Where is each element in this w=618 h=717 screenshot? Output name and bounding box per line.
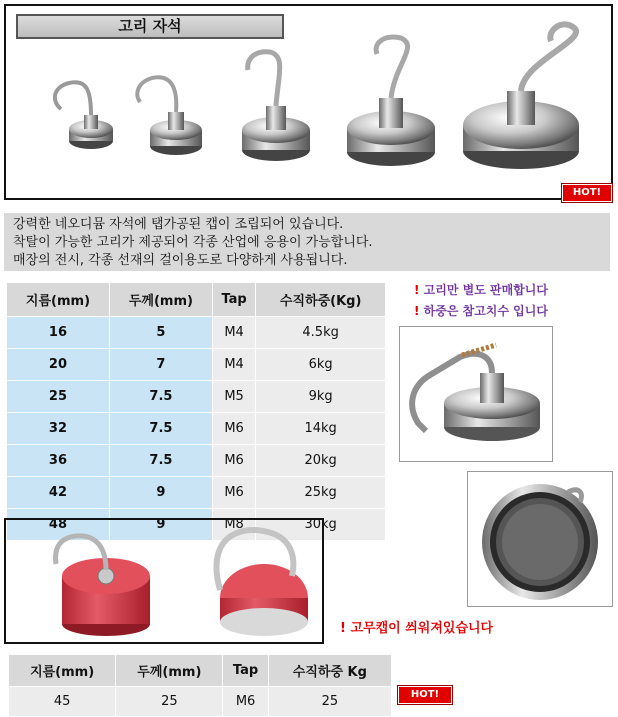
- header-diameter: 지름(mm): [9, 655, 116, 687]
- exclamation-mark: !: [414, 283, 420, 297]
- cell-diameter: 36: [7, 445, 110, 477]
- cell-load: 4.5kg: [256, 317, 386, 349]
- cell-thickness: 9: [109, 509, 212, 541]
- cell-diameter: 25: [7, 381, 110, 413]
- note-hook-sold-separately: [414, 281, 548, 298]
- header-thickness: 두께(mm): [116, 655, 223, 687]
- cell-tap: M6: [212, 477, 255, 509]
- table-row: [7, 349, 386, 381]
- cell-tap: M4: [212, 349, 255, 381]
- description-line: 매장의 전시, 각종 선재의 걸이용도로 다양하게 사용됩니다.: [13, 253, 348, 268]
- rubber-spec-table: [8, 654, 392, 717]
- hook-magnet-20: [137, 77, 202, 155]
- cell-thickness: 7.5: [109, 413, 212, 445]
- header-thickness: 두께(mm): [109, 283, 212, 317]
- header-tap: Tap: [212, 283, 255, 317]
- hook-magnet-16: [55, 82, 113, 149]
- spec-table-header: [7, 283, 386, 317]
- cell-load: 30kg: [256, 509, 386, 541]
- cell-thickness: 7: [109, 349, 212, 381]
- table-row: [7, 477, 386, 509]
- cell-load: 14kg: [256, 413, 386, 445]
- rubber-spec-table-header: [9, 655, 392, 687]
- cell-diameter: 32: [7, 413, 110, 445]
- cell-load: 25kg: [256, 477, 386, 509]
- header-load: 수직하중(Kg): [256, 283, 386, 317]
- cell-tap: M8: [212, 509, 255, 541]
- product-banner: [4, 4, 613, 200]
- hook-magnet-25: [242, 52, 310, 161]
- note-text: 고리만 별도 판매합니다: [423, 283, 548, 297]
- note-load-reference: [414, 302, 548, 319]
- cell-load: 25: [268, 687, 391, 717]
- product-description: [4, 213, 610, 271]
- note-text: 하중은 참고치수 입니다: [423, 304, 548, 318]
- table-row: [7, 317, 386, 349]
- cell-load: 6kg: [256, 349, 386, 381]
- description-line: 강력한 네오디뮴 자석에 탭가공된 캡이 조립되어 있습니다.: [13, 217, 344, 232]
- hook-magnet-detail-image: [400, 327, 552, 461]
- cell-tap: M4: [212, 317, 255, 349]
- hook-magnet-36: [347, 37, 435, 166]
- exclamation-mark: !: [414, 304, 420, 318]
- rubber-cap-note: ! 고무캡이 씌워져있습니다: [340, 621, 494, 636]
- cell-thickness: 5: [109, 317, 212, 349]
- cell-tap: M6: [223, 687, 268, 717]
- rubber-hook-magnet-photo: [4, 518, 324, 644]
- hook-magnet-48: [463, 24, 579, 169]
- cell-diameter: 16: [7, 317, 110, 349]
- cell-diameter: 45: [9, 687, 116, 717]
- cell-load: 20kg: [256, 445, 386, 477]
- hot-badge: HOT!: [562, 184, 612, 202]
- table-row: [7, 413, 386, 445]
- page-title: 고리 자석: [16, 14, 284, 39]
- cell-diameter: 20: [7, 349, 110, 381]
- table-row: [7, 445, 386, 477]
- cell-tap: M5: [212, 381, 255, 413]
- header-diameter: 지름(mm): [7, 283, 110, 317]
- spec-table: [6, 282, 386, 541]
- header-tap: Tap: [223, 655, 268, 687]
- magnet-bottom-photo: [467, 471, 613, 607]
- cell-thickness: 9: [109, 477, 212, 509]
- cell-diameter: 48: [7, 509, 110, 541]
- hook-magnet-detail-photo: [399, 326, 553, 462]
- cell-load: 9kg: [256, 381, 386, 413]
- description-line: 착탈이 가능한 고리가 제공되어 각종 산업에 응용이 가능합니다.: [13, 235, 373, 250]
- cell-thickness: 7.5: [109, 445, 212, 477]
- header-load: 수직하중 Kg: [268, 655, 391, 687]
- hot-badge: HOT!: [398, 686, 452, 704]
- cell-tap: M6: [212, 413, 255, 445]
- magnet-bottom-image: [468, 472, 612, 606]
- table-row: [9, 687, 392, 717]
- cell-thickness: 25: [116, 687, 223, 717]
- rubber-hook-magnet-image: [6, 520, 322, 642]
- cell-diameter: 42: [7, 477, 110, 509]
- table-row: [7, 381, 386, 413]
- cell-tap: M6: [212, 445, 255, 477]
- cell-thickness: 7.5: [109, 381, 212, 413]
